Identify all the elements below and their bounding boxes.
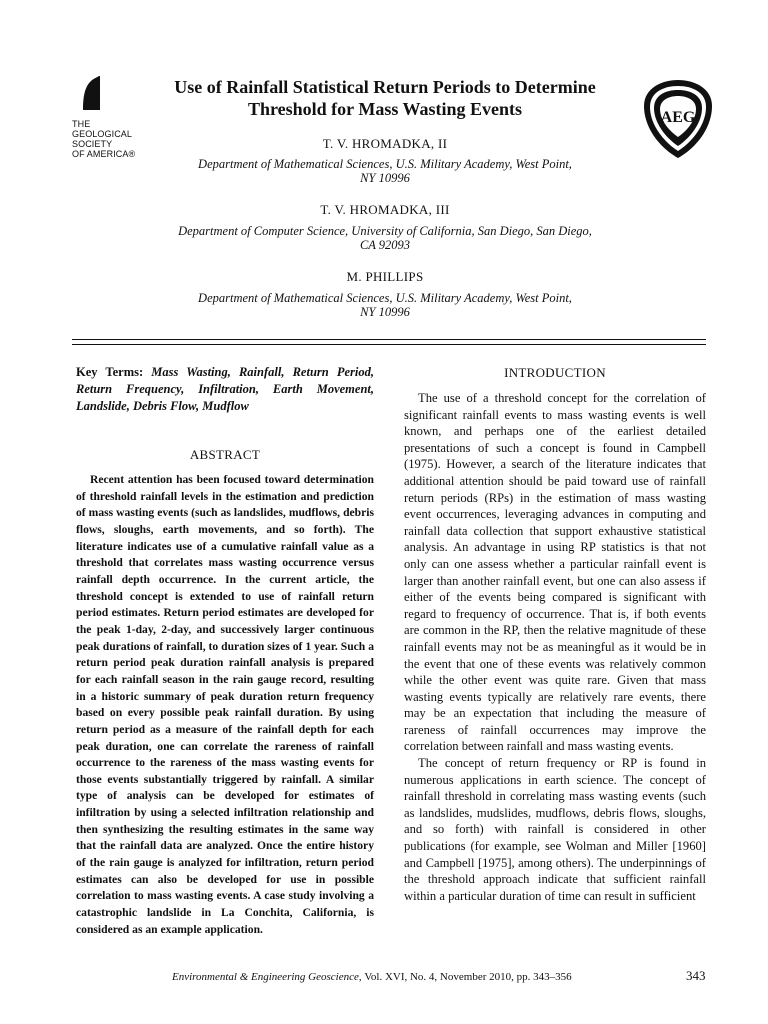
header-rule-top xyxy=(72,339,706,340)
journal-volume: Vol. XVI, No. 4, November 2010, pp. 343–356 xyxy=(364,971,572,983)
gsa-mark-icon xyxy=(74,76,100,110)
seal-text: AEG xyxy=(660,109,696,126)
affiliation-line: CA 92093 xyxy=(359,238,411,252)
author-name: M. PHILLIPS xyxy=(346,269,424,284)
introduction-paragraph: The concept of return frequency or RP is found in numerous applications in earth science. The concept of rainfall threshold in correlating mass wasting events (such as landslides, mudslides, mudflows, debris flows, sloughs, and so forth) with rainfall is considered in other publications (for example, see Wolman and Miller [1960] and Campbell [1975], among others). The underpinnings of the threshold approach indicate that sufficient rainfall within a particular duration of time can result in sufficient xyxy=(404,756,706,903)
paper-title xyxy=(160,76,610,120)
page-number: 343 xyxy=(686,968,706,983)
title-line-1: Use of Rainfall Statistical Return Periods to Determine xyxy=(174,77,596,97)
abstract-heading: ABSTRACT xyxy=(189,447,261,462)
affiliation-line: NY 10996 xyxy=(360,171,410,185)
title-line-2: Threshold for Mass Wasting Events xyxy=(247,99,523,119)
affiliation-line: NY 10996 xyxy=(360,305,410,319)
key-terms-label: Key Terms: xyxy=(76,365,144,379)
affiliation-line: Department of Computer Science, University of California, San Diego, San Diego, xyxy=(178,224,592,238)
gsa-line-3: SOCIETY xyxy=(72,139,113,149)
key-terms-list: Mass Wasting, Rainfall, Return Period, Return Frequency, Infiltration, Earth Movement, Landslide, Debris Flow, Mudflow xyxy=(76,365,374,413)
gsa-wordmark xyxy=(72,119,146,159)
gsa-logo xyxy=(72,76,146,159)
aeg-seal-icon xyxy=(642,78,714,160)
author-affiliation xyxy=(170,224,600,252)
gsa-line-2: GEOLOGICAL xyxy=(72,129,133,139)
introduction-heading: INTRODUCTION xyxy=(504,365,606,380)
author-affiliation xyxy=(170,157,600,185)
journal-name: Environmental & Engineering Geoscience, xyxy=(172,971,362,983)
introduction-paragraph: The use of a threshold concept for the correlation of significant rainfall events to mass wasting events is well known, and perhaps one of the earliest detailed presentations of such a concept is found in Campbell (1975). However, a search of the literature indicates that additional attention should be paid toward use of rainfall return periods (RPs) in the estimation of mass wasting event occurrences, leveraging advances in computing and rainfall data collection that support exhaustive statistical analysis. An advantage in using RP statistics is that not only can one assess whether a particular rainfall event is larger than another rainfall event, but one can also assess if either of the events being compared is significant with regard to frequency of occurrence. That is, if both events are common in the RP, then the relative magnitude of these rainfall events may not be as meaningful as it would be in the event that one of these events was relatively common while the other event was quite rare. Given that mass wasting events typically are relatively rare events, there may be an expectation that including the measure of rareness of rainfall occurrences may improve the correlation between rainfall and mass wasting events. xyxy=(404,391,706,754)
gsa-line-1: THE xyxy=(72,119,91,129)
introduction-body xyxy=(404,390,706,904)
header-rule-bottom xyxy=(72,344,706,345)
journal-citation xyxy=(172,971,572,983)
author-name: T. V. HROMADKA, III xyxy=(320,202,450,217)
abstract-text: Recent attention has been focused toward determination of threshold rainfall levels in the estimation and prediction of mass wasting events (such as landslides, mudflows, debris flows, sloughs, earth movements, and so forth). The literature indicates use of a cumulative rainfall value as a threshold that correlates mass wasting occurrence versus rainfall depth occurrence. In the current article, the threshold concept is extended to use of rainfall return period estimates. Return period estimates are developed for the peak 1-day, 2-day, and successively larger continuous peak durations of rainfall, to duration sizes of 1 year. Such a return period peak duration rainfall analysis is prepared for each rainfall season in the rain gauge record, resulting in a historic summary of peak duration return frequency based on every possible peak rainfall duration. By using return period as a measure of the rainfall depth for each peak duration, one can correlate the rareness of rainfall occurrence to the rareness of the mass wasting events for those events substantially triggered by rainfall. A similar type of analysis can be developed for estimates of infiltration by using a selected infiltration relationship and then synthesizing the resulting estimates in the same way that the rainfall data are analyzed. Once the entire history of the rain gauge is analyzed for infiltration, return period estimates can also be developed for use in possible correlation to mass wasting events. A case study involving a catastrophic landslide in La Conchita, California, is considered as an example application. xyxy=(76,473,374,936)
key-terms xyxy=(76,364,374,415)
author-affiliation xyxy=(170,291,600,319)
affiliation-line: Department of Mathematical Sciences, U.S. Military Academy, West Point, xyxy=(198,291,572,305)
gsa-line-4: OF AMERICA® xyxy=(72,149,136,159)
affiliation-line: Department of Mathematical Sciences, U.S. Military Academy, West Point, xyxy=(198,157,572,171)
author-name: T. V. HROMADKA, II xyxy=(322,136,448,151)
